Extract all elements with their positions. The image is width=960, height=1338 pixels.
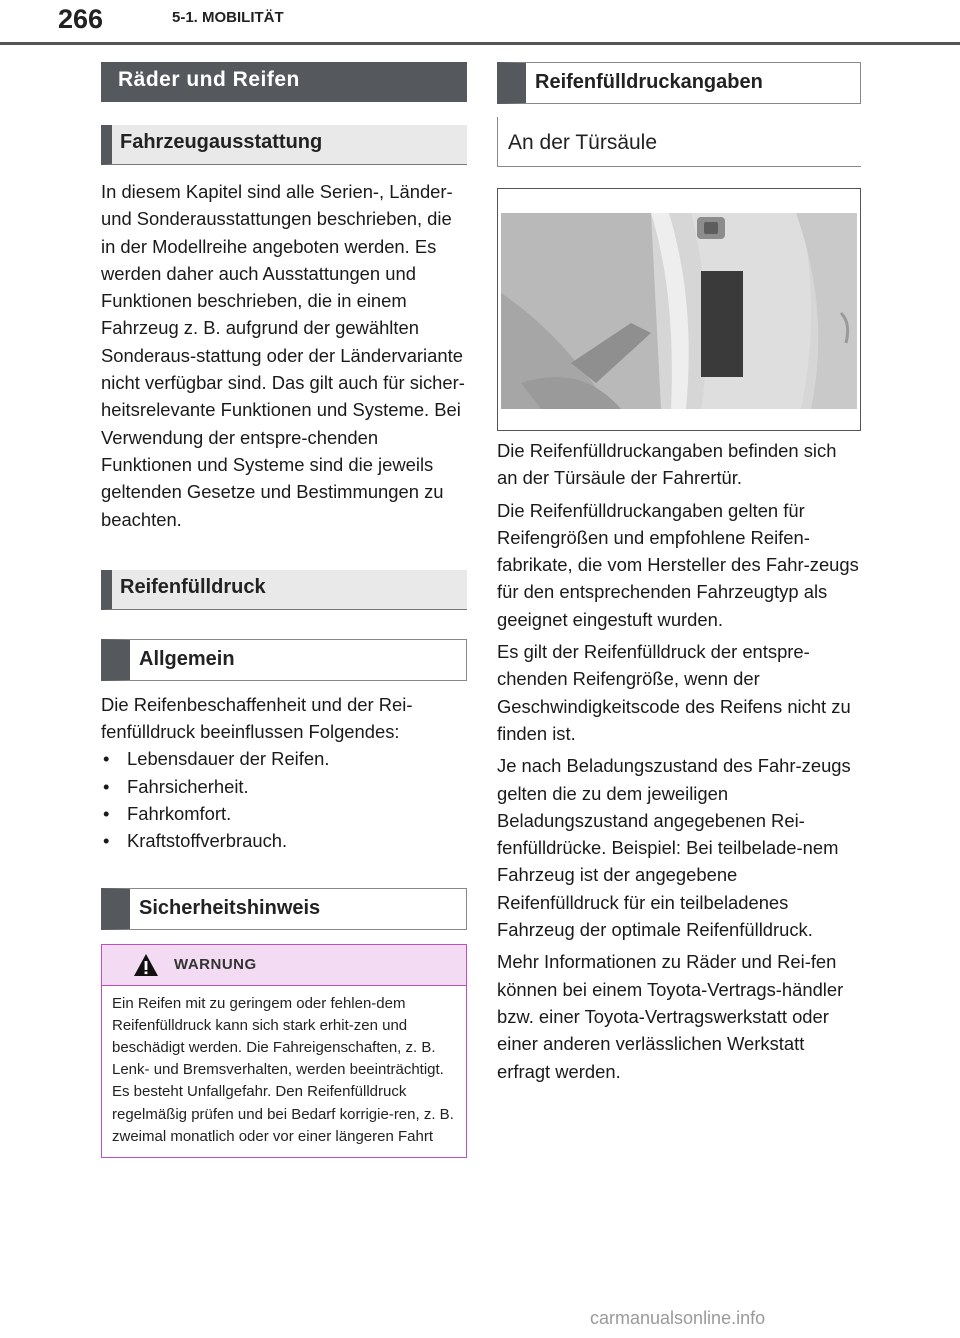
door-pillar-photo: [497, 188, 861, 431]
main-heading: Räder und Reifen: [101, 62, 467, 102]
subheading-fahrzeugausstattung: Fahrzeugausstattung: [101, 125, 467, 165]
heading-sicherheitshinweis: Sicherheitshinweis: [101, 888, 467, 930]
heading-allgemein: Allgemein: [101, 639, 467, 681]
list-item: • Kraftstoffverbrauch.: [101, 827, 467, 854]
right-paragraph-1: Die Reifenfülldruckangaben befinden sich an der Türsäule der Fahrertür.: [497, 440, 837, 489]
warning-icon: [133, 953, 159, 977]
section-title: 5-1. MOBILITÄT: [172, 9, 284, 26]
heading-reifenfuelldruckangaben: Reifenfülldruckangaben: [497, 62, 861, 104]
warning-title: WARNUNG: [174, 955, 257, 973]
door-pillar-illustration: [501, 213, 857, 409]
header-rule: [0, 42, 960, 45]
general-paragraph: Die Reifenbeschaffenheit und der Rei-fenfülldruck beeinflussen Folgendes:: [101, 693, 413, 743]
influence-list: [101, 745, 467, 854]
intro-paragraph: In diesem Kapitel sind alle Serien-, Länder- und Sonderausstattungen beschrieben, die in der Modellreihe angeboten werden. Es werden daher auch Ausstattungen und Funktionen beschrieben, die in einem Fahrzeug z. B. aufgrund der gewählten Sonderaus-stattung oder der Ländervariante nicht verfügbar sind. Das gilt auch für sicher-heitsrelevante Funktionen und Systeme. Bei Verwendung der entspre-chenden Funktionen und Systeme sind die jeweils geltenden Gesetze und Bestimmungen zu beachten.: [101, 181, 465, 530]
right-paragraph-5: Mehr Informationen zu Räder und Rei-fen können bei einem Toyota-Vertrags-händler bzw. einer Toyota-Vertragswerkstatt oder einer anderen verlässlichen Werkstatt erfragt werden.: [497, 951, 844, 1082]
right-paragraph-4: Je nach Beladungszustand des Fahr-zeugs gelten die zu dem jeweiligen Beladungszustand angegebenen Rei-fenfülldrücke. Beispiel: Bei teilbelade-nem Fahrzeug ist der angegebene Reifenfülldruck für ein teilbeladenes Fahrzeug der optimale Reifenfülldruck.: [497, 755, 851, 941]
heading-an-der-tuersaeule: An der Türsäule: [497, 117, 861, 167]
right-column: [497, 62, 861, 1085]
warning-box: [101, 944, 467, 1158]
right-paragraph-2: Die Reifenfülldruckangaben gelten für Reifengrößen und empfohlene Reifen-fabrikate, die vom Hersteller des Fahr-zeugs für den entsprechenden Fahrzeugtyp als geeignet eingestuft wurden.: [497, 499, 859, 630]
list-item: • Fahrkomfort.: [101, 800, 467, 827]
watermark: carmanualsonline.info: [590, 1308, 766, 1328]
left-column: [101, 62, 467, 1158]
warning-header: [102, 945, 466, 986]
warning-text: Ein Reifen mit zu geringem oder fehlen-dem Reifenfülldruck kann sich stark erhit-zen und beschädigt werden. Die Fahreigenschaften, z. B. Lenk- und Bremsverhalten, werden beeinträchtigt. Es besteht Unfallgefahr. Den Reifenfülldruck regelmäßig prüfen und bei Bedarf korrigie-ren, z. B. zweimal monatlich oder vor einer längeren Fahrt: [112, 994, 454, 1145]
subheading-reifenfuelldruck: Reifenfülldruck: [101, 570, 467, 610]
page-number: 266: [58, 4, 104, 34]
list-item: • Lebensdauer der Reifen.: [101, 745, 467, 772]
list-item: • Fahrsicherheit.: [101, 773, 467, 800]
right-paragraph-3: Es gilt der Reifenfülldruck der entspre-chenden Reifengröße, wenn der Geschwindigkeitscode des Reifens nicht zu finden ist.: [497, 641, 851, 744]
